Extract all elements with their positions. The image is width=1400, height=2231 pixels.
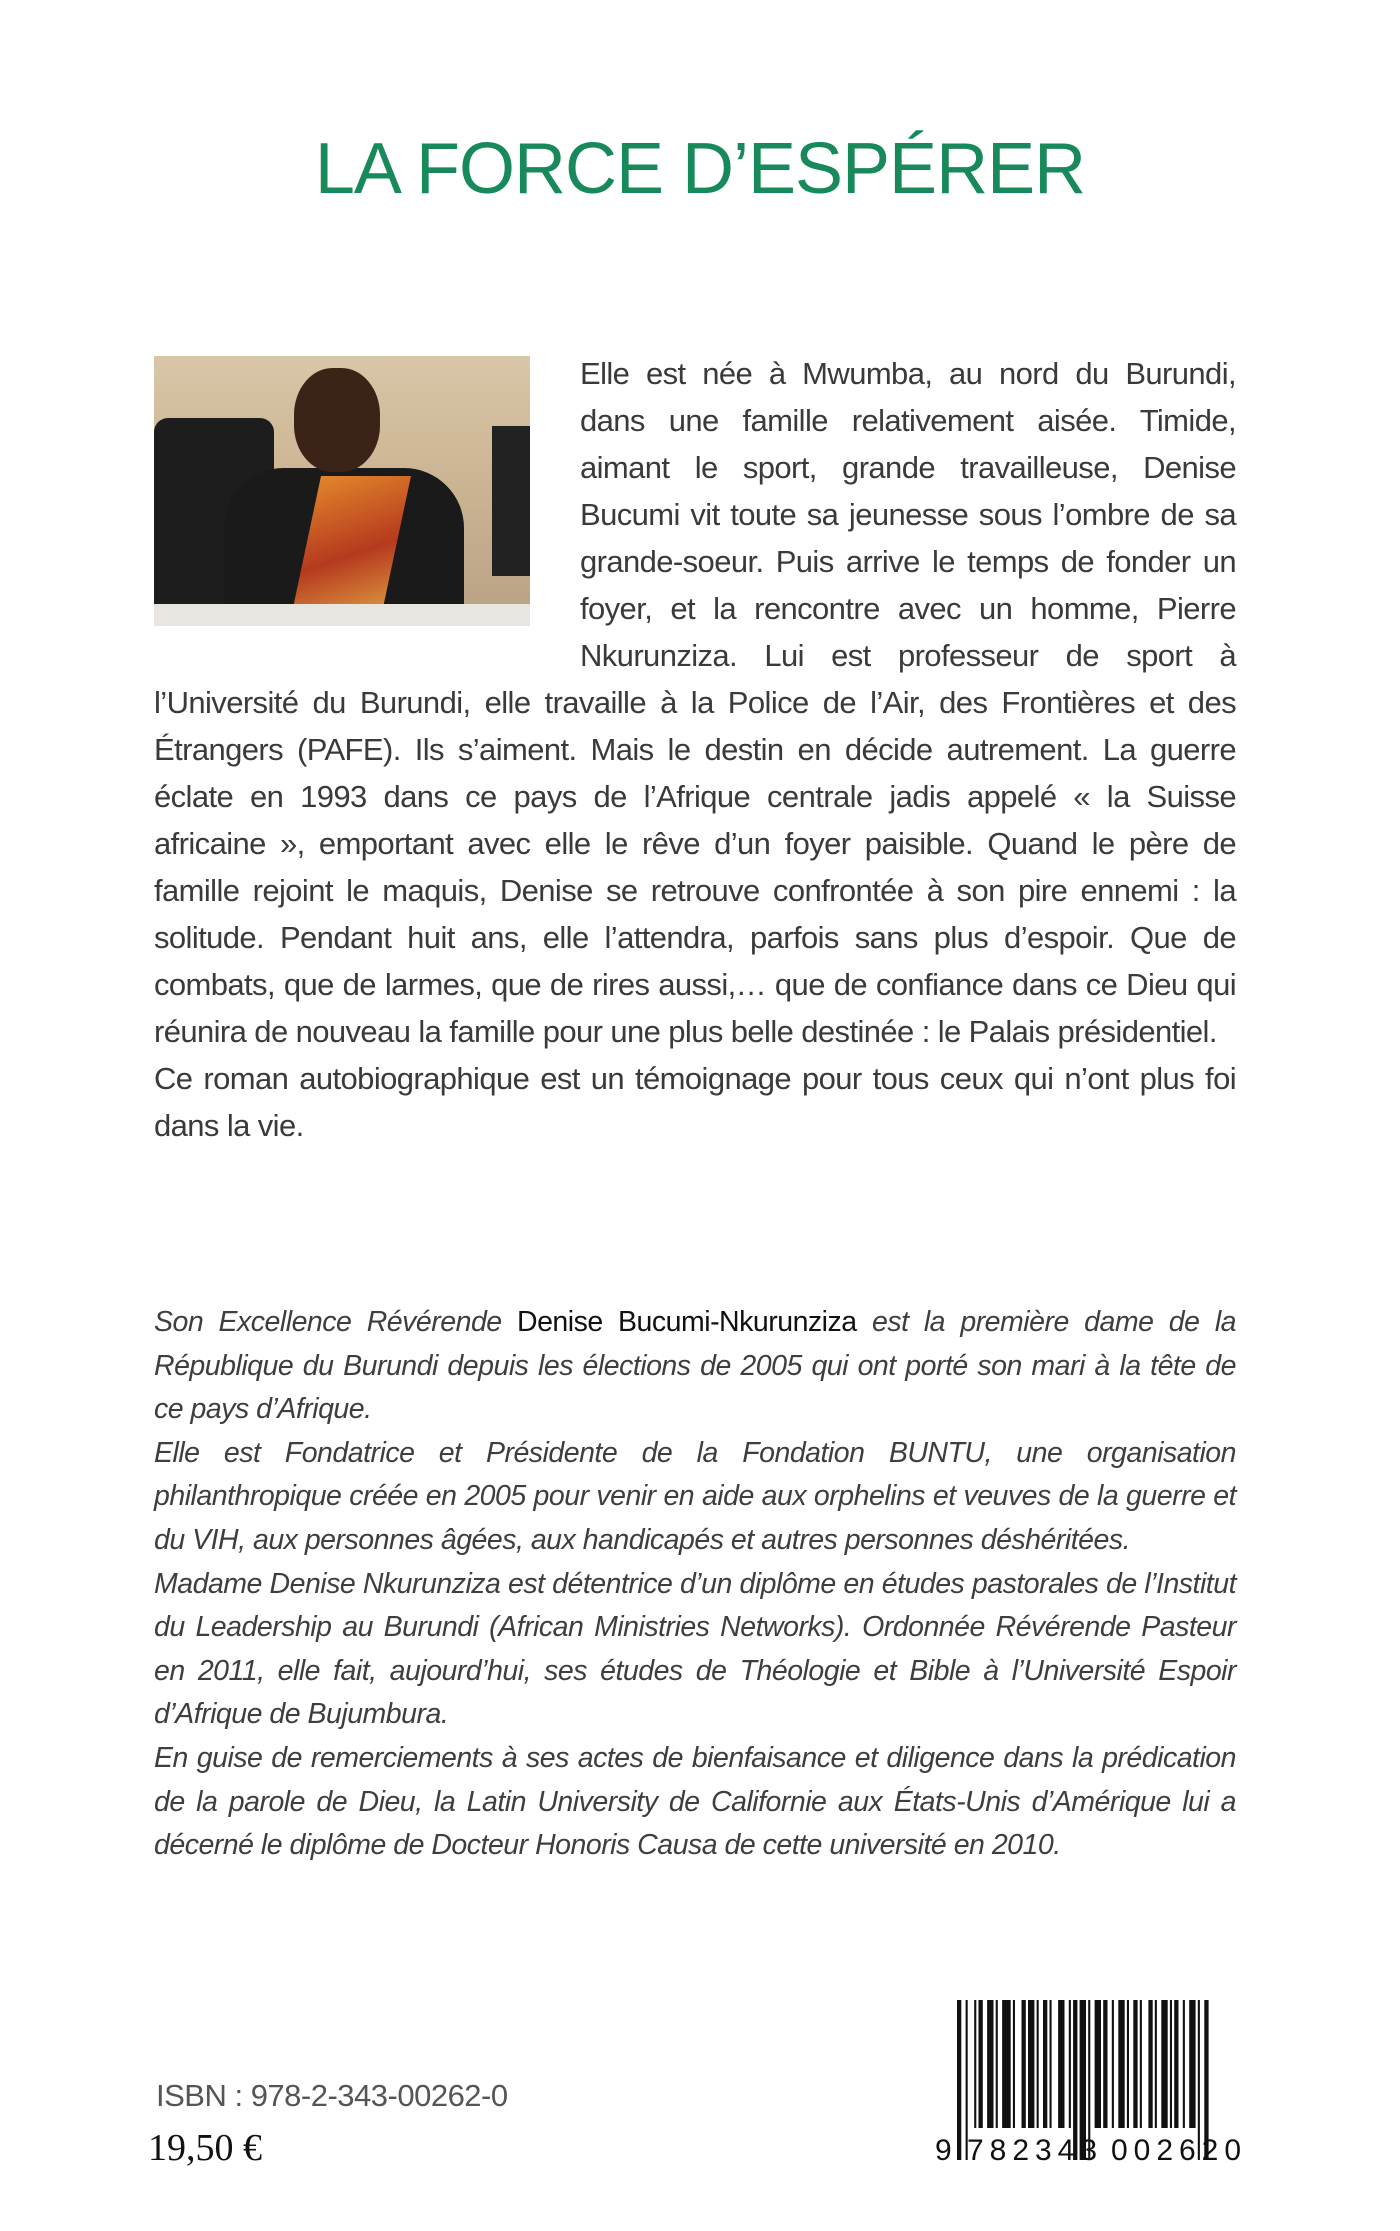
barcode-bar: [1174, 2000, 1178, 2128]
barcode-bar: [1037, 2000, 1039, 2128]
barcode-bar: [1161, 2000, 1167, 2128]
barcode-bar: [1118, 2000, 1124, 2128]
isbn: ISBN : 978-2-343-00262-0: [156, 2078, 508, 2113]
barcode-digits-left: 782343: [967, 2134, 1097, 2165]
barcode-bar: [1069, 2000, 1071, 2128]
bio-paragraph: En guise de remerciements à ses actes de bienfaisance et diligence dans la prédication de la parole de Dieu, la Latin University de Californie aux États-Unis d’Amérique lui a décerné le diplôme de Docteur Honoris Causa de cette université en 2010.: [154, 1741, 1236, 1862]
barcode-bar: [1095, 2000, 1101, 2128]
barcode-bar: [1103, 2000, 1107, 2128]
barcode-bar: [974, 2000, 976, 2128]
barcode-digit-first: 9: [935, 2134, 952, 2165]
synopsis-paragraph: Ce roman autobiographique est un témoignage pour tous ceux qui n’ont plus foi dans la vie.: [154, 1061, 1236, 1143]
price: 19,50 €: [148, 2127, 262, 2169]
author-name: Denise Bucumi-Nkurunziza: [516, 1306, 857, 1338]
bio-paragraph: Son Excellence Révérende Denise Bucumi-Nkurunziza est la première dame de la République du Burundi depuis les élections de 2005 qui ont porté son mari à la tête de ce pays d’Afrique.: [154, 1306, 1236, 1426]
barcode-bar: [1058, 2000, 1064, 2128]
barcode-bar: [1112, 2000, 1114, 2128]
barcode-bar: [1189, 2000, 1195, 2128]
barcode-bar: [957, 2000, 961, 2160]
barcode-bar: [1050, 2000, 1052, 2128]
author-portrait-photo: [154, 356, 530, 626]
barcode-bar: [987, 2000, 993, 2128]
barcode-digits-right: 002620: [1111, 2134, 1241, 2165]
barcode-bar: [996, 2000, 998, 2128]
bio-paragraph: Madame Denise Nkurunziza est détentrice d’un diplôme en études pastorales de l’Institut du Leadership au Burundi (African Ministries Networks). Ordonnée Révérende Pasteur en 2011, elle fait, aujourd’hui, ses études de Théologie et Bible à l’Université Espoir d’Afrique de Bujumbura.: [154, 1567, 1236, 1731]
barcode-bar: [1198, 2000, 1200, 2160]
barcode-bar: [1022, 2000, 1026, 2128]
barcode-bar: [1133, 2000, 1137, 2128]
author-bio: [154, 1301, 1236, 1868]
barcode-bar: [1155, 2000, 1157, 2128]
barcode-bar: [1002, 2000, 1011, 2128]
barcode-bar: [1148, 2000, 1152, 2128]
barcode-bar: [1043, 2000, 1047, 2128]
barcode-bar: [1183, 2000, 1185, 2128]
barcode-bar: [1127, 2000, 1129, 2128]
barcode-bar: [1028, 2000, 1034, 2128]
synopsis: [154, 350, 1236, 1149]
book-title: LA FORCE D’ESPÉRER: [314, 129, 1086, 209]
barcode-icon: [935, 2000, 1260, 2165]
barcode-bar: [1170, 2000, 1172, 2128]
barcode-bar: [1013, 2000, 1015, 2128]
synopsis-paragraph: Elle est née à Mwumba, au nord du Burundi, dans une famille relativement aisée. Timide, aimant le sport, grande travailleuse, Denise Bucumi vit toute sa jeunesse sous l’ombre de sa grande-soeur. Puis arrive le temps de fonder un foyer, et la rencontre avec un homme, Pierre Nkurunziza. Lui est professeur de sport à l’Université du Burundi, elle travaille à la Police de l’Air, des Frontières et des Étrangers (PAFE). Ils s’aiment. Mais le destin en décide autrement. La guerre éclate en 1993 dans ce pays de l’Afrique centrale jadis appelé « la Suisse africaine », emportant avec elle le rêve d’un foyer paisible. Quand le père de famille rejoint le maquis, Denise se retrouve confrontée à son pire ennemi : la solitude. Pendant huit ans, elle l’attendra, parfois sans plus d’espoir. Que de combats, que de larmes, que de rires aussi,… que de confiance dans ce Dieu qui réunira de nouveau la famille pour une plus belle destinée : le Palais présidentiel.: [154, 356, 1236, 1049]
bio-paragraph: Elle est Fondatrice et Présidente de la Fondation BUNTU, une organisation philanthropique créée en 2005 pour venir en aide aux orphelins et veuves de la guerre et du VIH, aux personnes âgées, aux handicapés et autres personnes déshéritées.: [154, 1436, 1236, 1556]
barcode-bar: [979, 2000, 983, 2128]
barcode-bar: [1140, 2000, 1142, 2128]
